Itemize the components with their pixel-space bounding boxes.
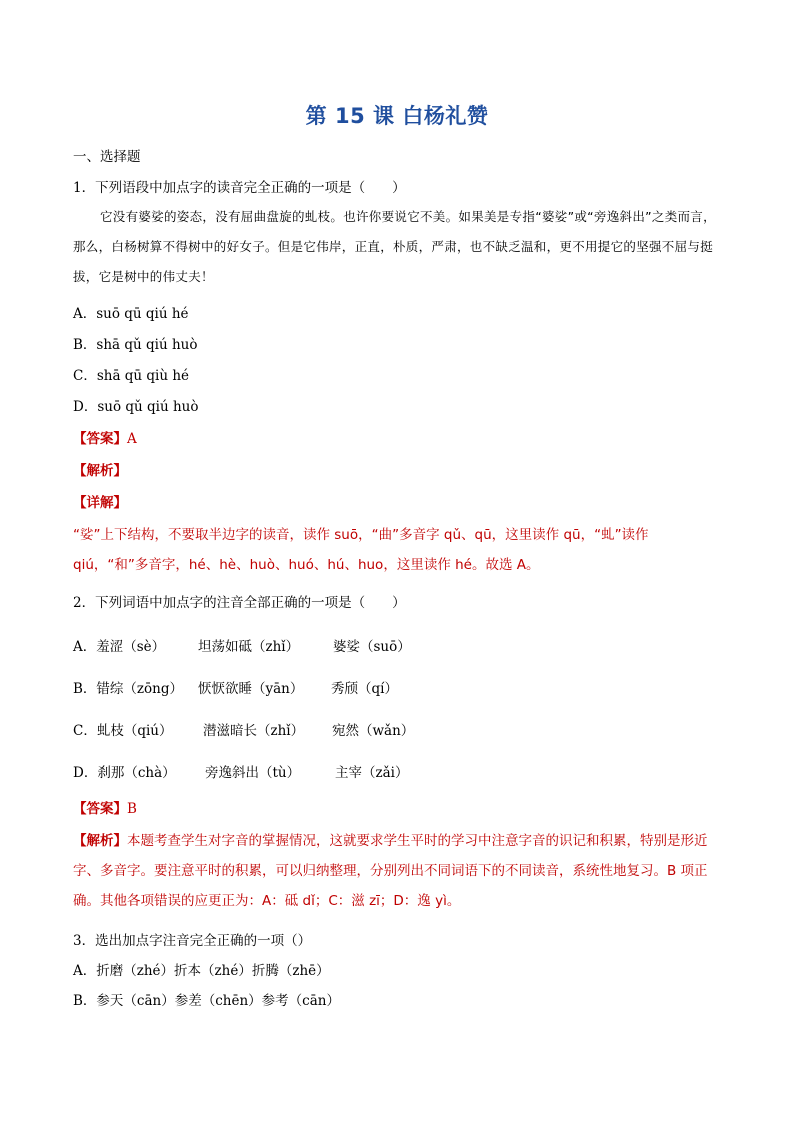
q2-a-item-3: 婆娑（suō） (333, 639, 411, 655)
page-title: 第 15 课 白杨礼赞 (305, 104, 489, 128)
analysis-label: 【解析】 (73, 833, 127, 849)
q2-b-item-3: 秀颀（qí） (331, 681, 398, 697)
analysis-text: 本题考查学生对字音的掌握情况，这就要求学生平时的学习中注意字音的识记和积累，特别是形近字、多音字。要注意平时的积累，可以归纳整理，分别列出不同词语下的不同读音，系统性地复习。B 项正确。其他各项错误的应更正为：A：砥 dǐ；C：滋 zī；D：逸 yì。 (73, 833, 708, 909)
q1-answer (73, 430, 137, 448)
q2-c-item-2: 潜滋暗长（zhǐ） (203, 723, 305, 739)
q2-stem: 2．下列词语中加点字的注音全部正确的一项是（ ） (73, 595, 406, 611)
q3-option-b: B．参天（cān）参差（chēn）参考（cān） (73, 993, 340, 1009)
q2-c-item-1: C．虬枝（qiú） (73, 723, 173, 739)
q2-a-item-2: 坦荡如砥（zhǐ） (198, 639, 300, 655)
q2-c-item-3: 宛然（wǎn） (332, 723, 415, 739)
q2-answer (73, 800, 137, 818)
answer-label: 【答案】 (73, 801, 127, 817)
q1-option-d: D．suō qǔ qiú huò (73, 399, 199, 415)
q1-passage: 它没有婆娑的姿态，没有屈曲盘旋的虬枝。也许你要说它不美。如果美是专指“婆娑”或“旁逸斜出”之类而言，那么，白杨树算不得树中的好女子。但是它伟岸，正直，朴质，严肃，也不缺乏温和，更不用提它的坚强不屈与挺拔，它是树中的伟丈夫！ (73, 209, 716, 284)
q1-detail-label: 【详解】 (73, 495, 127, 511)
q1-detail-text: “娑”上下结构，不要取半边字的读音，读作 suō，“曲”多音字 qǔ、qū，这里读作 qū，“虬”读作 qiú，“和”多音字，hé、hè、huò、huó、hú、huo，这里读作 hé。故选 A。 (73, 527, 649, 573)
q3-option-a: A．折磨（zhé）折本（zhé）折腾（zhē） (73, 963, 330, 979)
q3-stem: 3．选出加点字注音完全正确的一项（） (73, 933, 312, 949)
q1-analysis-label: 【解析】 (73, 463, 127, 479)
q1-option-b: B．shā qǔ qiú huò (73, 337, 198, 353)
q2-b-item-1: B．错综（zōng） (73, 681, 183, 697)
q2-b-item-2: 恹恹欲睡（yān） (198, 681, 304, 697)
q1-option-c: C．shā qū qiù hé (73, 368, 190, 384)
answer-value: A (127, 431, 137, 447)
answer-value: B (127, 801, 137, 817)
q2-d-item-1: D．刹那（chà） (73, 765, 176, 781)
q2-a-item-1: A．羞涩（sè） (73, 639, 166, 655)
q2-d-item-2: 旁逸斜出（tù） (205, 765, 301, 781)
section-heading: 一、选择题 (73, 149, 141, 165)
q1-option-a: A．suō qū qiú hé (73, 306, 189, 322)
q1-stem: 1．下列语段中加点字的读音完全正确的一项是（ ） (73, 180, 406, 196)
q2-analysis (73, 826, 723, 916)
answer-label: 【答案】 (73, 431, 127, 447)
q2-d-item-3: 主宰（zǎi） (335, 765, 409, 781)
